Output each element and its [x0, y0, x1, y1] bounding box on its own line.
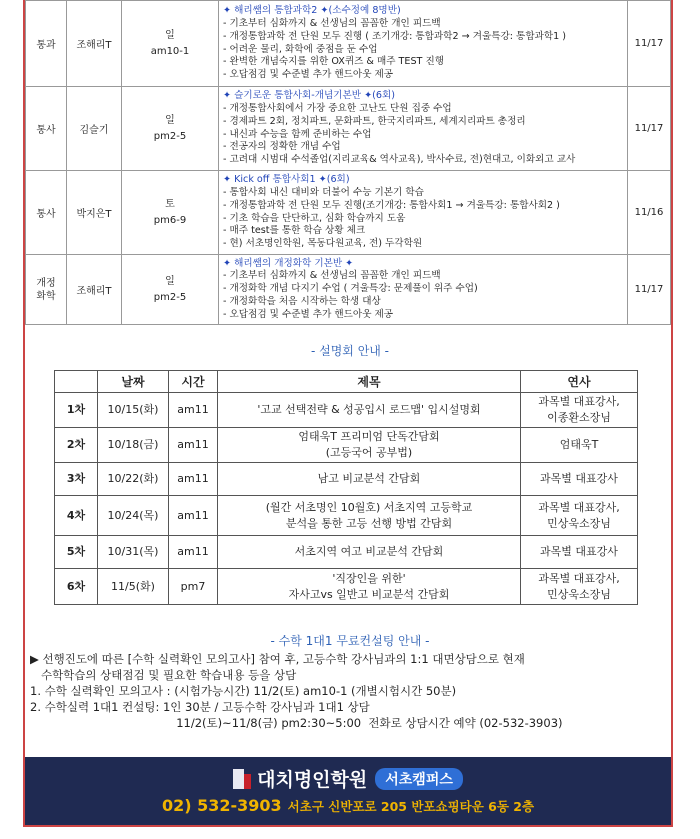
- course-time-cell: [122, 171, 219, 255]
- sessions-table: [54, 370, 638, 605]
- course-detail-line: - 오답점검 및 수준별 추가 핸드아웃 제공: [223, 308, 394, 320]
- course-description: [219, 87, 628, 171]
- session-date: 10/15(화): [98, 393, 169, 428]
- course-time: am10-1: [150, 45, 190, 57]
- session-row: [55, 463, 638, 496]
- sessions-title: - 설명회 안내 -: [310, 344, 390, 358]
- session-speaker-line: 과목별 대표강사,: [538, 395, 620, 408]
- consult-line: ▶ 선행진도에 따른 [수학 실력확인 모의고사] 참여 후, 고등수학 강사님과의 1:1 대면상담으로 현재: [30, 652, 525, 666]
- session-date: 11/5(화): [98, 569, 169, 605]
- course-detail-line: - 전공자의 정확한 개념 수업: [223, 141, 341, 153]
- session-time: pm7: [169, 569, 218, 605]
- session-row: [55, 428, 638, 463]
- sessions-header-cell: 시간: [169, 371, 218, 393]
- course-description: [219, 255, 628, 325]
- session-title: [218, 536, 521, 569]
- session-time: am11: [169, 496, 218, 536]
- course-detail-line: - 완벽한 개념숙지를 위한 OX퀴즈 & 매주 TEST 진행: [223, 56, 445, 68]
- course-subject-text: 개정화학: [36, 277, 56, 302]
- session-title-line: 분석을 통한 고등 선행 방법 간담회: [285, 516, 453, 530]
- course-detail-line: - 어려운 물리, 화학에 중점을 둔 수업: [223, 43, 378, 55]
- address: 서초구 신반포로 205 반포쇼핑타운 6동 2층: [287, 799, 535, 814]
- session-speaker-line: 과목별 대표강사: [540, 545, 618, 558]
- session-speaker-line: 이종환소장님: [547, 411, 611, 424]
- phone-number[interactable]: 02) 532-3903: [161, 796, 282, 815]
- session-number: 4차: [55, 496, 98, 536]
- course-time-cell: [122, 1, 219, 87]
- session-time: am11: [169, 393, 218, 428]
- course-detail-line: - 기초 학습을 단단하고, 심화 학습까지 도움: [223, 212, 406, 224]
- course-row: [26, 1, 671, 87]
- session-speaker-line: 과목별 대표강사,: [538, 571, 620, 585]
- consult-line: 수학학습의 상태점검 및 필요한 학습내용 등을 상담: [30, 668, 297, 682]
- course-title: ✦ 슬기로운 통합사회-개념기본반 ✦(6회): [223, 90, 396, 102]
- session-title: [218, 393, 521, 428]
- course-time-cell: [122, 87, 219, 171]
- session-title-line: (월간 서초명인 10월호) 서초지역 고등학교: [265, 500, 473, 514]
- course-teacher: 조해리T: [67, 1, 122, 87]
- session-number: 3차: [55, 463, 98, 496]
- session-title: [218, 428, 521, 463]
- consult-section: [30, 651, 670, 731]
- session-date: 10/18(금): [98, 428, 169, 463]
- session-speaker-line: 엄태욱T: [559, 438, 599, 451]
- sessions-header-cell: 연사: [521, 371, 638, 393]
- session-title-line: '고교 선택전략 & 성공입시 로드맵' 입시설명회: [257, 403, 481, 416]
- session-number: 5차: [55, 536, 98, 569]
- session-date: 10/24(목): [98, 496, 169, 536]
- session-speaker: [521, 536, 638, 569]
- brand-name: 대치명인학원: [257, 769, 368, 791]
- course-row: [26, 87, 671, 171]
- course-title: ✦ 해리쌤의 개정화학 기본반 ✦: [223, 257, 354, 269]
- session-number: 2차: [55, 428, 98, 463]
- course-subject-text: 통과: [36, 40, 56, 51]
- session-number: 6차: [55, 569, 98, 605]
- course-detail-line: - 내신과 수능을 함께 준비하는 수업: [223, 128, 372, 140]
- session-speaker-line: 민상욱소장님: [547, 516, 611, 530]
- course-title: ✦ 해리쌤의 통합과학2 ✦(소수정예 8명반): [223, 5, 401, 17]
- sessions-header-cell: 날짜: [98, 371, 169, 393]
- contact-row: [25, 796, 671, 815]
- session-row: [55, 393, 638, 428]
- session-speaker: [521, 496, 638, 536]
- course-detail-line: - 고려대 시범대 수석졸업(지리교육& 역사교육), 박사수료, 전)현대고, 이화외고 교사: [223, 154, 576, 166]
- session-speaker: [521, 393, 638, 428]
- course-detail-line: - 개정통합과학 전 단원 모두 진행(조기개강: 통합사회1 → 겨울특강: 통합사회2 ): [223, 199, 560, 211]
- session-title-line: 남고 비교분석 간담회: [317, 472, 421, 485]
- academy-logo-icon: [233, 769, 251, 789]
- session-title: [218, 463, 521, 496]
- course-subject: [26, 1, 67, 87]
- course-subject-text: 통사: [36, 125, 56, 136]
- session-title-line: 자사고vs 일반고 비교분석 간담회: [288, 587, 450, 601]
- course-start-date: 11/17: [628, 87, 671, 171]
- course-day: 일: [165, 29, 175, 41]
- course-detail-line: - 오답점검 및 수준별 추가 핸드아웃 제공: [223, 69, 394, 81]
- course-description: [219, 1, 628, 87]
- course-teacher: 박지은T: [67, 171, 122, 255]
- session-time: am11: [169, 428, 218, 463]
- session-speaker-line: 과목별 대표강사,: [538, 500, 620, 514]
- course-detail-line: - 매주 test를 통한 학습 상황 체크: [223, 225, 366, 237]
- course-row: [26, 255, 671, 325]
- course-detail-line: - 기초부터 심화까지 & 선생님의 꼼꼼한 개인 피드백: [223, 270, 441, 282]
- session-title-line: '직장인을 위한': [332, 571, 406, 585]
- session-time: am11: [169, 463, 218, 496]
- session-number: 1차: [55, 393, 98, 428]
- course-time: pm2-5: [153, 130, 187, 142]
- session-title: [218, 569, 521, 605]
- campus-badge: 서초캠퍼스: [375, 768, 463, 790]
- sessions-header-cell: [55, 371, 98, 393]
- session-row: [55, 496, 638, 536]
- footer-banner: [25, 757, 671, 825]
- consult-title: - 수학 1대1 무료컨설팅 안내 -: [270, 634, 430, 648]
- course-subject: [26, 255, 67, 325]
- session-speaker-line: 민상욱소장님: [547, 587, 611, 601]
- session-speaker: [521, 428, 638, 463]
- consult-line: 1. 수학 실력확인 모의고사 : (시험가능시간) 11/2(토) am10-1 (개별시험시간 50분): [30, 684, 457, 698]
- course-detail-line: - 기초부터 심화까지 & 선생님의 꼼꼼한 개인 피드백: [223, 17, 441, 29]
- course-day: 일: [165, 275, 175, 287]
- course-time-cell: [122, 255, 219, 325]
- course-row: [26, 171, 671, 255]
- course-start-date: 11/17: [628, 1, 671, 87]
- course-detail-line: - 경제파트 2회, 정치파트, 문화파트, 한국지리파트, 세계지리파트 총정리: [223, 115, 526, 127]
- course-detail-line: - 개정화학 개념 다지기 수업 ( 겨울특강: 문제풀이 위주 수업): [223, 283, 478, 295]
- course-subject: [26, 171, 67, 255]
- sessions-header-row: [55, 371, 638, 393]
- sessions-header-cell: 제목: [218, 371, 521, 393]
- brand-row: [25, 765, 671, 792]
- course-table: [25, 0, 671, 325]
- session-title-line: 서초지역 여고 비교분석 간담회: [294, 545, 444, 558]
- course-teacher: 조해리T: [67, 255, 122, 325]
- course-detail-line: - 현) 서초명인학원, 목동다원교육, 전) 두각학원: [223, 238, 423, 250]
- course-detail-line: - 개정통합사회에서 가장 중요한 고난도 단원 집중 수업: [223, 102, 452, 114]
- course-time: pm2-5: [153, 291, 187, 303]
- course-day: 일: [165, 114, 175, 126]
- course-detail-line: - 개정화학을 처음 시작하는 학생 대상: [223, 295, 381, 307]
- session-title-line: 엄태욱T 프리미엄 단독간담회: [298, 430, 440, 443]
- course-detail-line: - 통합사회 내신 대비와 더불어 수능 기본기 학습: [223, 186, 424, 198]
- consult-line: 2. 수학실력 1대1 컨설팅: 1인 30분 / 고등수학 강사님과 1대1 상담: [30, 700, 370, 714]
- session-title-line: (고등국어 공부법): [325, 446, 413, 459]
- session-title: [218, 496, 521, 536]
- session-date: 10/31(목): [98, 536, 169, 569]
- consult-line: 11/2(토)~11/8(금) pm2:30~5:00 전화로 상담시간 예약 (02-532-3903): [30, 716, 563, 730]
- course-start-date: 11/17: [628, 255, 671, 325]
- course-detail-line: - 개정통합과학 전 단원 모두 진행 ( 조기개강: 통합과학2 → 겨울특강: 통합과학1 ): [223, 30, 567, 42]
- course-day: 토: [165, 198, 175, 210]
- course-subject-text: 통사: [36, 209, 56, 220]
- course-description: [219, 171, 628, 255]
- session-date: 10/22(화): [98, 463, 169, 496]
- course-start-date: 11/16: [628, 171, 671, 255]
- session-speaker: [521, 569, 638, 605]
- session-row: [55, 536, 638, 569]
- course-title: ✦ Kick off 통합사회1 ✦(6회): [223, 174, 350, 186]
- course-time: pm6-9: [153, 214, 187, 226]
- session-time: am11: [169, 536, 218, 569]
- session-speaker: [521, 463, 638, 496]
- session-speaker-line: 과목별 대표강사: [540, 472, 618, 485]
- session-row: [55, 569, 638, 605]
- course-teacher: 김슬기: [67, 87, 122, 171]
- course-subject: [26, 87, 67, 171]
